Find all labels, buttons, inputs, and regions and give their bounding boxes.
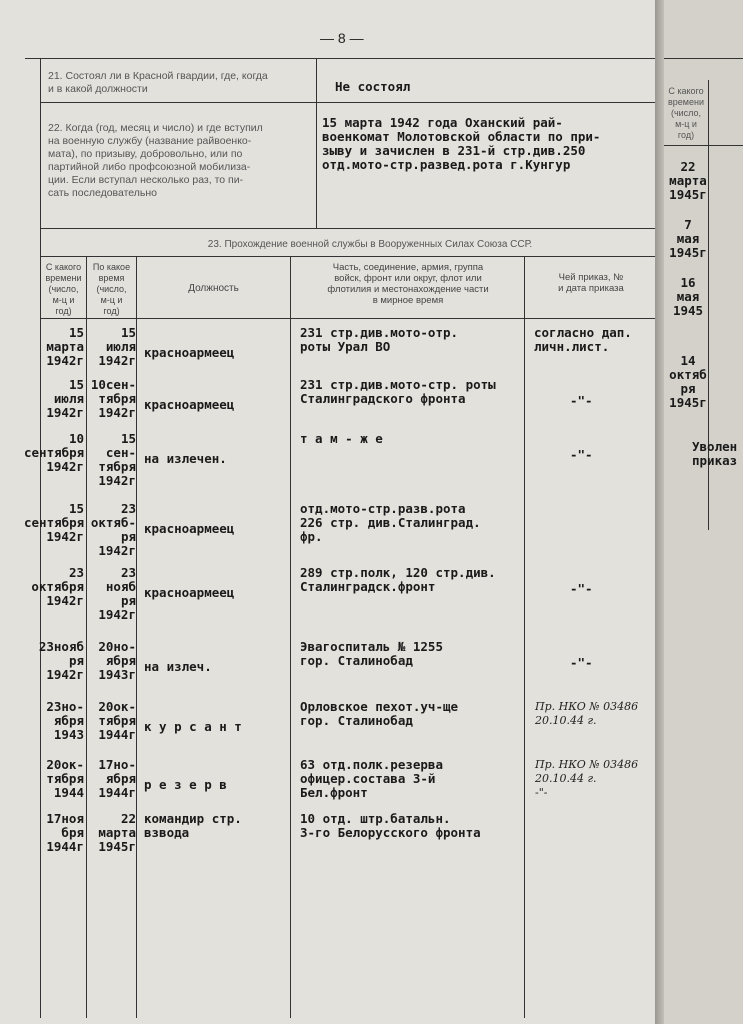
row-unit: т а м - ж е bbox=[300, 431, 383, 446]
row-from: 23 октября 1942г bbox=[31, 565, 84, 608]
rule bbox=[290, 256, 291, 1018]
row-to: 22 марта 1945г bbox=[98, 811, 136, 854]
rule bbox=[316, 58, 317, 228]
row-from: 15 марта 1942г bbox=[46, 325, 84, 368]
row-unit: Эвагоспиталь № 1255 гор. Сталинобад bbox=[300, 639, 443, 668]
row-to: 10сен- тября 1942г bbox=[90, 377, 136, 420]
next-page-footer: Уволен приказ bbox=[692, 439, 738, 468]
row-unit: 10 отд. штр.батальн. 3-го Белорусского фронта bbox=[300, 811, 481, 840]
row-order: -"- bbox=[570, 655, 593, 670]
row-position: на излеч. bbox=[144, 659, 212, 674]
q21-answer: Не состоял bbox=[335, 79, 411, 94]
row-from: 20ок- тября 1944 bbox=[46, 757, 84, 800]
row-order: -"- bbox=[570, 581, 593, 596]
header-order: Чей приказ, № и дата приказа bbox=[558, 272, 624, 294]
rule bbox=[664, 145, 743, 146]
next-page-date: 22 марта 1945г bbox=[669, 159, 707, 202]
row-unit: 63 отд.полк.резерва офицер.состава 3-й Бел.фронт bbox=[300, 757, 443, 800]
row-unit: 231 стр.див.мото-стр. роты Сталинградского фронта bbox=[300, 377, 496, 406]
row-order-handwritten: Пр. НКО № 03486 20.10.44 г. -"- bbox=[535, 758, 639, 799]
row-position: на излечен. bbox=[144, 451, 227, 466]
row-order: -"- bbox=[570, 447, 593, 462]
row-unit: 231 стр.див.мото-отр. роты Урал ВО bbox=[300, 325, 459, 354]
row-position: красноармеец bbox=[144, 345, 235, 360]
row-from: 15 июля 1942г bbox=[46, 377, 84, 420]
page-number: — 8 — bbox=[320, 30, 364, 46]
header-to: По какое время (число, м-ц и год) bbox=[92, 262, 131, 316]
row-from: 23но- ября 1943 bbox=[46, 699, 84, 742]
rule bbox=[40, 228, 660, 229]
header-position: Должность bbox=[188, 283, 239, 294]
rule bbox=[40, 256, 660, 257]
row-from: 15 сентября 1942г bbox=[24, 501, 85, 544]
row-position: командир стр. взвода bbox=[144, 811, 242, 840]
next-page-fragment bbox=[664, 0, 743, 1024]
next-page-header: С какого времени (число, м-ц и год) bbox=[668, 86, 704, 140]
row-position: красноармеец bbox=[144, 397, 235, 412]
next-page-date: 14 октяб ря 1945г bbox=[669, 353, 707, 410]
row-to: 20ок- тября 1944г bbox=[98, 699, 136, 742]
rule bbox=[40, 318, 660, 319]
row-from: 17ноя бря 1944г bbox=[46, 811, 84, 854]
row-position: к у р с а н т bbox=[144, 719, 242, 734]
next-page-date: 16 мая 1945 bbox=[672, 275, 704, 318]
next-page-date: 7 мая 1945г bbox=[669, 217, 707, 260]
row-order: -"- bbox=[570, 393, 593, 408]
row-position: р е з е р в bbox=[144, 777, 227, 792]
rule bbox=[86, 256, 87, 1018]
header-from: С какого времени (число, м-ц и год) bbox=[45, 262, 82, 316]
q22-question: 22. Когда (год, месяц и число) и где вступил на военную службу (название райвоенко- мата), по призыву, добровольно, или по партийной либо профсоюзной мобилиза- ции. Если вступал несколько раз, то пи- сать последовательно bbox=[48, 122, 263, 199]
row-unit: отд.мото-стр.разв.рота 226 стр. див.Сталинград. фр. bbox=[300, 501, 481, 544]
row-unit: Орловское пехот.уч-ще гор. Сталинобад bbox=[300, 699, 459, 728]
row-order: согласно дап. личн.лист. bbox=[534, 325, 632, 354]
section23-title: 23. Прохождение военной службы в Вооруженных Силах Союза ССР. bbox=[207, 239, 533, 250]
rule bbox=[40, 102, 660, 103]
row-to: 17но- ября 1944г bbox=[98, 757, 136, 800]
row-to: 20но- ября 1943г bbox=[98, 639, 136, 682]
row-unit: 289 стр.полк, 120 стр.див. Сталинградск.фронт bbox=[300, 565, 496, 594]
row-to: 15 сен- тября 1942г bbox=[98, 431, 136, 488]
row-position: красноармеец bbox=[144, 521, 235, 536]
row-position: красноармеец bbox=[144, 585, 235, 600]
row-to: 15 июля 1942г bbox=[98, 325, 136, 368]
rule bbox=[136, 256, 137, 1018]
q21-question: 21. Состоял ли в Красной гвардии, где, когда и в какой должности bbox=[48, 70, 268, 95]
q22-answer: 15 марта 1942 года Оханский рай- военкомат Молотовской области по при- зыву и зачислен в 231-й стр.див.250 отд.мото-стр.развед.рота г.Кунгур bbox=[322, 115, 601, 172]
rule bbox=[664, 58, 743, 59]
header-unit: Часть, соединение, армия, группа войск, фронт или округ, флот или флотилия и местонахождение части в мирное время bbox=[327, 262, 489, 306]
row-order-handwritten: Пр. НКО № 03486 20.10.44 г. bbox=[535, 700, 639, 727]
row-from: 23нояб ря 1942г bbox=[38, 639, 84, 682]
rule bbox=[25, 58, 660, 59]
rule bbox=[524, 256, 525, 1018]
row-to: 23 нояб ря 1942г bbox=[98, 565, 136, 622]
row-from: 10 сентября 1942г bbox=[24, 431, 85, 474]
row-to: 23 октяб- ря 1942г bbox=[90, 501, 136, 558]
